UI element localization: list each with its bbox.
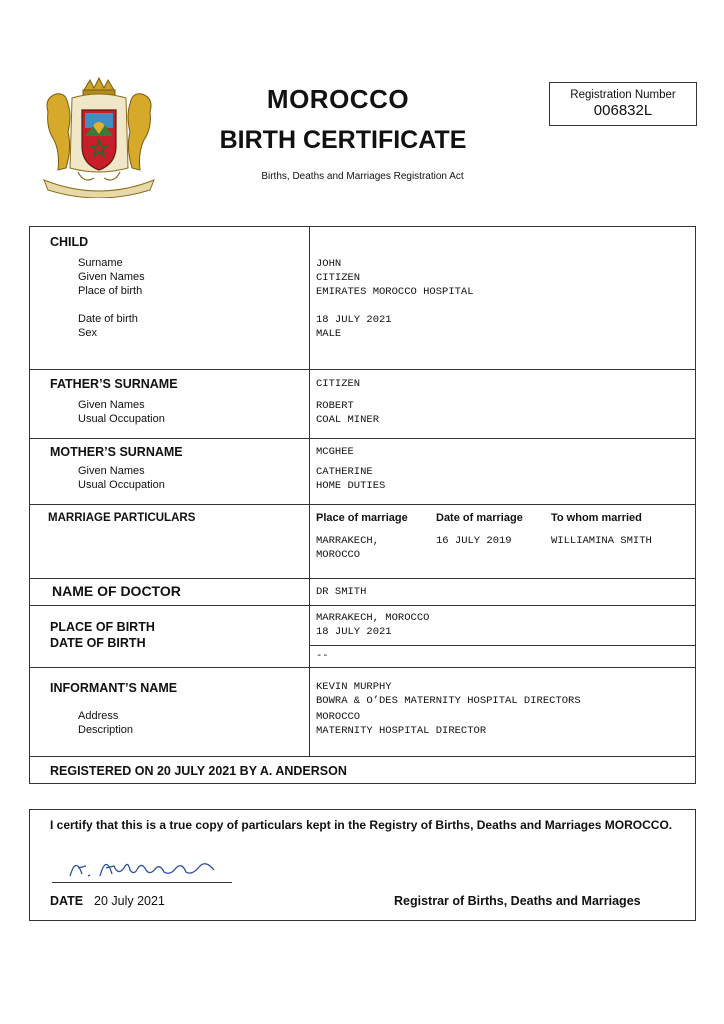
country-title: MOROCCO (266, 84, 410, 114)
father-given-names-label: Given Names (78, 399, 145, 411)
mother-given-names-label: Given Names (78, 465, 145, 477)
certification-box (29, 809, 696, 921)
child-date-of-birth-label: Date of birth (78, 313, 138, 325)
particulars-table (29, 226, 696, 784)
marriage-heading: MARRIAGE PARTICULARS (48, 512, 196, 524)
father-given-names-value: ROBERT (316, 400, 354, 412)
mother-occupation-label: Usual Occupation (78, 479, 165, 491)
signature-line (52, 882, 232, 883)
father-occupation-value: COAL MINER (316, 414, 380, 426)
date-of-birth-value: 18 JULY 2021 (316, 626, 392, 638)
certification-date-label: DATE (50, 894, 84, 908)
father-heading: FATHER’S SURNAME (50, 377, 178, 391)
child-surname-value: JOHN (316, 258, 342, 270)
certification-text: I certify that this is a true copy of particulars kept in the Registry of Births, Deaths and Marriages MOROCCO. (50, 818, 673, 832)
mother-given-names-value: CATHERINE (316, 466, 373, 478)
marriage-place-value-line1: MARRAKECH, (316, 535, 380, 547)
row-divider (30, 605, 695, 606)
place-of-birth-heading: PLACE OF BIRTH (50, 620, 155, 634)
marriage-date-column-header: Date of marriage (436, 512, 523, 524)
father-surname-value: CITIZEN (316, 378, 361, 390)
registrar-signature (66, 846, 236, 886)
child-surname-label: Surname (78, 257, 123, 269)
child-date-of-birth-value: 18 JULY 2021 (316, 314, 392, 326)
place-of-birth-value: MARRAKECH, MOROCCO (316, 612, 430, 624)
father-occupation-label: Usual Occupation (78, 413, 165, 425)
act-subtitle: Births, Deaths and Marriages Registration Act (261, 171, 464, 182)
marriage-whom-value: WILLIAMINA SMITH (551, 535, 652, 547)
doctor-value: DR SMITH (316, 586, 367, 598)
informant-name-value: KEVIN MURPHY (316, 681, 392, 693)
row-divider (30, 578, 695, 579)
mother-surname-value: MCGHEE (316, 446, 354, 458)
doctor-heading: NAME OF DOCTOR (52, 583, 181, 599)
coat-of-arms-emblem (38, 76, 160, 198)
child-sex-label: Sex (78, 327, 97, 339)
child-place-of-birth-value: EMIRATES MOROCCO HOSPITAL (316, 286, 474, 298)
informant-address-label: Address (78, 710, 119, 722)
column-divider (309, 227, 310, 756)
document-title: BIRTH CERTIFICATE (219, 126, 467, 154)
marriage-whom-column-header: To whom married (551, 512, 642, 524)
informant-address-value: MOROCCO (316, 711, 361, 723)
marriage-date-value: 16 JULY 2019 (436, 535, 512, 547)
registration-number-value: 006832L (593, 102, 653, 119)
row-divider (30, 667, 695, 668)
child-heading: CHILD (50, 235, 89, 249)
child-given-names-label: Given Names (78, 271, 145, 283)
registrar-title: Registrar of Births, Deaths and Marriages (394, 894, 641, 908)
cell-divider (309, 645, 696, 646)
row-divider (30, 369, 695, 370)
registered-statement: REGISTERED ON 20 JULY 2021 BY A. ANDERSON (50, 764, 347, 778)
child-place-of-birth-label: Place of birth (78, 285, 143, 297)
certification-date-value: 20 July 2021 (94, 894, 165, 908)
marriage-place-column-header: Place of marriage (316, 512, 408, 524)
informant-description-label: Description (78, 724, 134, 736)
mother-heading: MOTHER’S SURNAME (50, 445, 183, 459)
row-divider (30, 756, 695, 757)
informant-description-value: MATERNITY HOSPITAL DIRECTOR (316, 725, 487, 737)
marriage-place-value-line2: MOROCCO (316, 549, 361, 561)
child-sex-value: MALE (316, 328, 342, 340)
date-of-birth-heading: DATE OF BIRTH (50, 636, 146, 650)
row-divider (30, 504, 695, 505)
informant-name2-value: BOWRA & O’DES MATERNITY HOSPITAL DIRECTORS (316, 695, 581, 707)
informant-heading: INFORMANT’S NAME (50, 681, 178, 695)
registration-number-box (549, 82, 697, 126)
mother-occupation-value: HOME DUTIES (316, 480, 386, 492)
registration-number-label: Registration Number (570, 89, 676, 101)
row-divider (30, 438, 695, 439)
birth-extra-value: -- (316, 650, 329, 662)
child-given-names-value: CITIZEN (316, 272, 361, 284)
